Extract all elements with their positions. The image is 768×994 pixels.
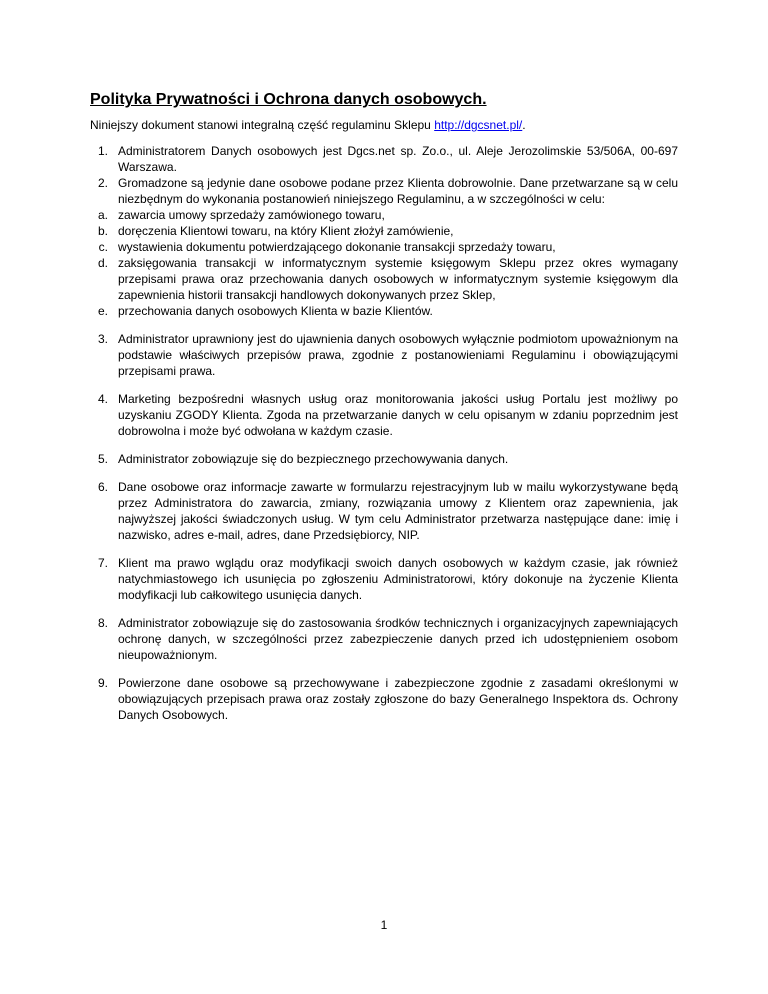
intro-end: .: [522, 118, 526, 132]
list-marker: 8.: [97, 616, 108, 630]
list-item-text: Administrator zobowiązuje się do bezpiecznego przechowywania danych.: [118, 452, 509, 466]
list-marker: 1.: [97, 144, 108, 158]
list-item: [97, 451, 678, 467]
list-marker: a.: [97, 208, 108, 222]
list-item: [97, 391, 678, 439]
list-marker: 2.: [97, 176, 108, 190]
page-title: Polityka Prywatności i Ochrona danych osobowych.: [90, 91, 487, 108]
list-item-text: doręczenia Klientowi towaru, na który Klient złożył zamówienie,: [118, 224, 454, 238]
document-page: [90, 90, 678, 735]
list-item: [97, 675, 678, 723]
list-marker: b.: [97, 224, 108, 238]
list-item: [97, 615, 678, 663]
list-marker: d.: [97, 256, 108, 270]
list-item: [97, 223, 678, 239]
list-item-text: Gromadzone są jedynie dane osobowe podane przez Klienta dobrowolnie. Dane przetwarzane są w celu niezbędnym do wykonania postanowień niniejszego Regulaminu, a w szczególności w celu:: [118, 176, 678, 206]
list-item-text: przechowania danych osobowych Klienta w bazie Klientów.: [118, 304, 433, 318]
list-item-text: wystawienia dokumentu potwierdzającego dokonanie transakcji sprzedaży towaru,: [118, 240, 556, 254]
list-marker: 9.: [97, 676, 108, 690]
list-item: [97, 255, 678, 303]
list-item: [97, 143, 678, 175]
list-marker: 6.: [97, 480, 108, 494]
page-number: 1: [380, 918, 388, 932]
intro-paragraph: [90, 117, 678, 133]
shop-link[interactable]: http://dgcsnet.pl/: [434, 118, 523, 132]
intro-text: Niniejszy dokument stanowi integralną część regulaminu Sklepu: [90, 118, 431, 132]
policy-list: [90, 143, 678, 723]
list-item-text: Marketing bezpośredni własnych usług oraz monitorowania jakości usług Portalu jest możliwy po uzyskaniu ZGODY Klienta. Zgoda na przetwarzanie danych w celu opisanym w zdaniu poprzednim jest dobrowolna i może być odwołana w każdym czasie.: [118, 392, 678, 438]
list-item: [97, 555, 678, 603]
list-item-text: zaksięgowania transakcji w informatycznym systemie księgowym Sklepu przez okres wymagany przepisami prawa oraz przechowania danych osobowych w informatycznym systemie księgowym dla zapewnienia historii transakcji handlowych dokonywanych przez Sklep,: [118, 256, 678, 302]
list-item-text: Dane osobowe oraz informacje zawarte w formularzu rejestracyjnym lub w mailu wykorzystywane będą przez Administratora do zawarcia, zmiany, rozwiązania umowy z Klientem oraz zapewnienia, jak najwyższej jakości świadczonych usług. W tym celu Administrator przetwarza następujące dane: imię i nazwisko, adres e-mail, adres, dane Przedsiębiorcy, NIP.: [118, 480, 678, 542]
list-marker: e.: [97, 304, 108, 318]
list-marker: 3.: [97, 332, 108, 346]
list-item: [98, 239, 678, 255]
list-item-text: Powierzone dane osobowe są przechowywane i zabezpieczone zgodnie z zasadami określonymi w obowiązujących przepisach prawa oraz zostały zgłoszone do bazy Generalnego Inspektora ds. Ochrony Danych Osobowych.: [118, 676, 678, 722]
list-item: [97, 303, 678, 319]
list-marker: 7.: [97, 556, 108, 570]
list-item-text: Administratorem Danych osobowych jest Dgcs.net sp. Zo.o., ul. Aleje Jerozolimskie 53/506A, 00-697 Warszawa.: [118, 144, 678, 174]
list-item-text: Administrator zobowiązuje się do zastosowania środków technicznych i organizacyjnych zapewniających ochronę danych, w szczególności przez zabezpieczenie danych przed ich udostępnieniem osobom nieupoważnionym.: [118, 616, 678, 662]
list-item-text: Administrator uprawniony jest do ujawnienia danych osobowych wyłącznie podmiotom upoważnionym na podstawie właściwych przepisów prawa, zgodnie z postanowieniami Regulaminu i obowiązującymi przepisami prawa.: [118, 332, 678, 378]
list-item: [97, 175, 678, 207]
list-marker: 5.: [97, 452, 108, 466]
list-marker: 4.: [97, 392, 108, 406]
list-item-text: Klient ma prawo wglądu oraz modyfikacji swoich danych osobowych w każdym czasie, jak również natychmiastowego ich usunięcia po zgłoszeniu Administratorowi, który dokonuje na życzenie Klienta modyfikacji lub całkowitego usunięcia danych.: [118, 556, 678, 602]
list-item: [97, 207, 678, 223]
list-item-text: zawarcia umowy sprzedaży zamówionego towaru,: [118, 208, 385, 222]
list-item: [97, 479, 678, 543]
list-item: [97, 331, 678, 379]
list-marker: c.: [98, 240, 108, 254]
